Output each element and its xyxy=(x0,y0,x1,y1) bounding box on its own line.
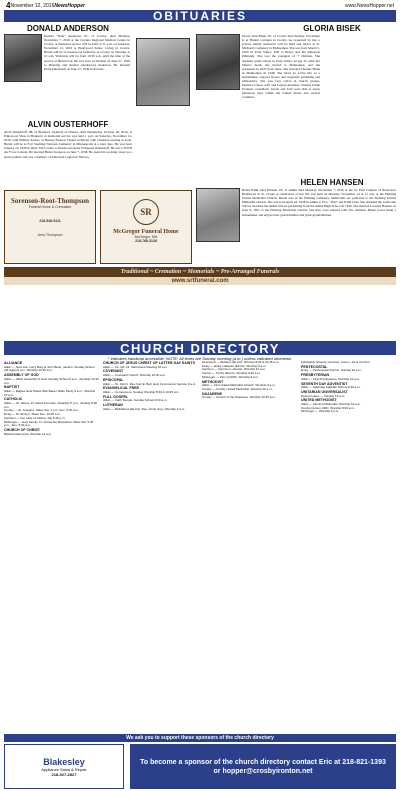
church-listing: Pequot Lakes — Sunday 10 a.m. xyxy=(301,393,346,398)
denomination-heading: CHURCH OF JESUS CHRIST OF LATTER DAY SAINTS xyxy=(103,361,195,365)
church-directory-banner: CHURCH DIRECTORY xyxy=(4,341,396,355)
church-listing: Baxter/Lakes Area. Worship 10 a.m. xyxy=(4,431,52,436)
church-listing: Garrison — Garrison Lutheran. Worship 10 a.m. xyxy=(202,367,266,372)
sponsor-line: Appliance Sales & Repair xyxy=(41,766,87,772)
church-listing: Aitkin — New Life: Larry Burg & John Beier, pastors. Sunday School (All ages) 9 a.m. Worship 10:15 a.m. xyxy=(4,364,95,373)
denomination-heading: UNITARIAN UNIVERSALIST xyxy=(301,389,348,394)
denomination-heading: ALLIANCE xyxy=(4,361,23,365)
church-listing: Fellowship between services. Comm. 1st & 3rd Sun. xyxy=(301,361,371,364)
funeral-home-name: Sorensen-Root-Thompson xyxy=(10,197,90,205)
church-listing: Emily — Pentecostal Church. Sunday 10 a.m. xyxy=(301,368,362,373)
photo-gloria xyxy=(196,34,240,90)
obit-name-alvin: ALVIN OUSTERHOFF xyxy=(27,120,109,129)
denomination-heading: CHURCH OF CHRIST xyxy=(4,427,40,432)
mcgregor-city: McGregor, MN xyxy=(134,235,158,239)
church-listing: Emily — Emily Lutheran (ELCA). Worship 9 a.m. xyxy=(202,363,267,368)
denomination-heading: CATHOLIC xyxy=(4,397,23,402)
church-listing: Aitkin — Covenant Church. Worship 10:30 a.m. xyxy=(103,373,166,378)
denomination-heading: PENTECOSTAL xyxy=(301,364,328,369)
church-listing: Aitkin — Faith Temple. Sunday School 9:30 a.m. xyxy=(103,398,168,403)
church-listing: McGregor — Worship 9 a.m. xyxy=(301,409,340,414)
church-listing: Aitkin — Eagles Nest Pastor Bob Bauer. Bible Study 9 a.m., Worship 10 a.m. xyxy=(4,388,96,397)
church-listing: Ironton — Trinity (ELCA). Worship 9:30 a.m. xyxy=(202,371,261,376)
funeral-director: Jerry Thompson xyxy=(37,233,63,237)
church-listing: Aitkin — Fleming Methodist. Worship 10 a.m. xyxy=(301,402,361,407)
funeral-website[interactable]: www.srtfuneral.com xyxy=(4,277,396,285)
funeral-home-phone: 218-546-5411 xyxy=(39,219,61,223)
church-listing: McGregor — Holy Family. Fr. Kristopher Reisdorfer. Mass Sat. 5:30 p.m., Sun. 8:30 a.m. xyxy=(4,419,94,428)
obit-name-helen: HELEN HANSEN xyxy=(300,178,364,187)
obit-name-gloria: GLORIA BISEK xyxy=(303,24,361,33)
church-listing: Aitkin — Co. Rd. 12. Sacrament Meeting 10 a.m. xyxy=(103,364,168,369)
obit-name-donald: DONALD ANDERSON xyxy=(27,24,109,33)
church-listing: McGregor — Zion (LCMS). Worship 9 a.m. xyxy=(202,374,259,379)
denomination-heading: METHODIST xyxy=(202,379,224,384)
denomination-heading: BAPTIST xyxy=(4,385,20,390)
page-number: 4 xyxy=(6,1,11,10)
denomination-heading: LUTHERAN xyxy=(103,403,123,408)
sponsor-name: Blakesley xyxy=(43,756,85,767)
church-listing: Deerwood — Bethany (ELCA). Worship 8:30 & 10:45 a.m. xyxy=(202,361,280,364)
church-listing: Crosby — Church of the Nazarene. Worship 10:45 a.m. xyxy=(202,395,276,400)
church-listing: Aitkin — St. John's. Rev. Kari E. Bell. Holy Communion Service 9 a.m. xyxy=(103,381,197,386)
church-listing: Crosby — Crosby United Methodist. Worship 10 a.m. xyxy=(202,386,273,391)
directory-column-2 xyxy=(103,361,198,731)
mcgregor-name: McGregor Funeral Home xyxy=(113,229,179,235)
obit-text-helen: Helen Edith Lind Hansen, 85, of Aitkin died Monday, November 7, 2016 at the St. Paul Campus of Riverview Healthcare in St. Cloud. A celebration of her life was held on Monday, November 14 at 11 a.m. at the Fleming United Methodist Church. Burial was in the Fleming Cemetery. Memorials are preferred to the Fleming United Methodist Church. She was born April 24, 1928 in Aitkin to D.G. "Dud" and Edith Lind. She attended the Gull Lake School and then the Aitkin School graduating from the Aitkin High School in 1946. She married Leonard Hansen on June 8, 1951 at the Fleming Methodist Church, and they were blessed with five children. Helen loved being a homemaker and enjoyed her grandchildren and great-grandchildren. xyxy=(242,188,396,217)
directory-column-3 xyxy=(202,361,297,731)
denomination-heading: EVANGELICAL FREE xyxy=(103,386,140,391)
sr-logo-icon: SR xyxy=(133,199,159,225)
obituaries-banner: OBITUARIES xyxy=(4,10,396,22)
obit-text-gloria-cont xyxy=(324,34,396,174)
sponsor-phone: 218-927-2827 xyxy=(51,771,77,777)
directory-column-4 xyxy=(301,361,396,731)
obit-text-gloria: Gloria Jean Bisek, 87, of Crosby died Sunday, November 6, at Haslett Cottages in Crosby. As requested by her, a private family memorial will be held and burial at St. Michael's Cemetery in Mahnomen. She was born March 5, 1929 in Twin Valley, MN to Henry and Ida Rinenson (Meland). She was the youngest of 7 children. She attended grade school in Twin Valley. At age 15, after her father's death, she moved to Mahnomen, and she graduated in 1947 from there. She married Thomas Bisek in Mahnomen in 1948. She lived an active life as a homemaker, enjoyed flower and vegetable gardening and embroidery. She was very active in church groups, Farmer's Union, 4-H, and Legion Auxiliary. Stanley Prime Products consultant, Gloria and Tom were able to enjoy numerous trips within the United States and several countries. xyxy=(242,34,320,100)
obit-text-alvin: Alvin Ousterhoff, 88, of Brainerd, formerly of Nisswa, died Wednesday, October 26, 2016, at Edgewood Vista in Brainerd. A memorial service was held 1 p.m. on Saturday, November 12, 2016, with military honors, at Brenny Funeral Chapel in Baxter with visitation starting at noon. Burial will be at Fort Snelling National Cemetery in Minneapolis at a later date. He was born January 19, 1928 in Otter Tail County to Ruben and Anna (Johnson) Ousterhoff. He was a WWII Air Force veteran. He married Helen Sturgeon on June 7, 1958. He spent his working career as a house painter and was a member of American Legion in Nisswa. xyxy=(4,130,132,159)
paper-logo: NewsHopper xyxy=(54,2,85,9)
ad-mcgregor[interactable] xyxy=(100,190,192,264)
mcgregor-phone: 218-768-3136 xyxy=(135,239,157,243)
church-listing: Crosby — St. Joseph's. Mass Sat. 4 p.m. Sun. 9:30 a.m. xyxy=(4,408,79,413)
church-listing: Aitkin — St. James, Fr. David Forsman, Saturday 5 p.m., Sunday 8:30 a.m. xyxy=(4,401,98,409)
denomination-heading: SEVENTH DAY ADVENTIST xyxy=(301,381,348,386)
denomination-heading: NAZARENE xyxy=(202,391,222,396)
site-link[interactable]: www.NewsHopper.net xyxy=(345,2,394,9)
become-sponsor-cta[interactable]: To become a sponsor of the church directory contact Eric at 218-821-1393 or hopper@crosbyironton.net xyxy=(130,744,396,789)
denomination-heading: PRESBYTERIAN xyxy=(301,373,330,378)
directory-column-1 xyxy=(4,361,99,731)
directory-note: * Indicates handicap accessible. NOTE: All times are Sunday morning (a.m.) unless indicated otherwise. xyxy=(107,356,293,361)
sponsor-ask-bar: We ask you to support these sponsors of the church directory xyxy=(4,734,396,742)
photo-alvin xyxy=(136,38,190,106)
ad-funeral-home[interactable] xyxy=(4,190,96,264)
church-listing: Aitkin — Cornerstone. Sunday Worship 8:30 & 10:45 a.m. xyxy=(103,389,180,394)
church-listing: Aitkin — Aitkin Assembly of God. Sunday School 9 a.m., Worship 10:30 a.m. xyxy=(4,376,99,385)
church-listing: Crosby-Ironton UMC. Worship 9:30 a.m. xyxy=(301,405,355,410)
obit-text-donald: Donald "Dale" Anderson, 81, of Crosby, died Monday, November 7, 2016 at the Cuyuna Regional Medical Center in Crosby. A memorial service will be held at 11 a.m. on Saturday, November 12, 2016 at Heartwood Senior Living in Crosby. Burial will be at Greenwood Cemetery in Crosby on Saturday at 10 a.m. Visitation will be from 10:30 a.m. until the time of the service at Heartwood. He was born in Wadena on June 27, 1929 to Henning and Rachel (Anderson) Anderson. He married Evelyn Runstadt on June 27, 1949 in Ironton. xyxy=(44,34,130,71)
photo-donald xyxy=(4,34,42,82)
church-listing: Garrison — Our Lady of Fatima. Sat 5:30 p.m. xyxy=(4,415,66,420)
denomination-heading: UNITED METHODIST xyxy=(301,398,337,403)
denomination-heading: ASSEMBLY OF GOD xyxy=(4,373,39,378)
funeral-home-sub: Funeral Home & Cremation xyxy=(28,205,72,209)
denomination-heading: COVENANT xyxy=(103,369,124,374)
obit-text-alvin-cont xyxy=(4,288,132,338)
church-listing: Aitkin — First United Methodist Church. Worship 9 a.m. xyxy=(202,383,276,388)
denomination-heading: EPISCOPAL xyxy=(103,377,124,382)
sponsor-ad[interactable] xyxy=(4,744,124,789)
church-listing: Emily — St. Emily's. Mass Sun. 10:30 a.m. xyxy=(4,412,61,417)
church-listing: Aitkin — Bethlehem (ELCA). Rev. Cindy Grey. Worship 9 a.m. xyxy=(103,406,186,411)
issue-date: November 12, 2016 xyxy=(10,2,55,9)
denomination-heading: FULL GOSPEL xyxy=(103,394,129,399)
funeral-services-strip: Traditional ~ Cremation ~ Memorials ~ Pre-Arranged Funerals xyxy=(4,267,396,277)
church-listing: Aitkin — First Presbyterian. Worship 10 a.m. xyxy=(301,376,360,381)
church-listing: Aitkin — Saturday Sabbath School 9:30 a.m. xyxy=(301,385,361,390)
photo-helen xyxy=(196,188,240,242)
